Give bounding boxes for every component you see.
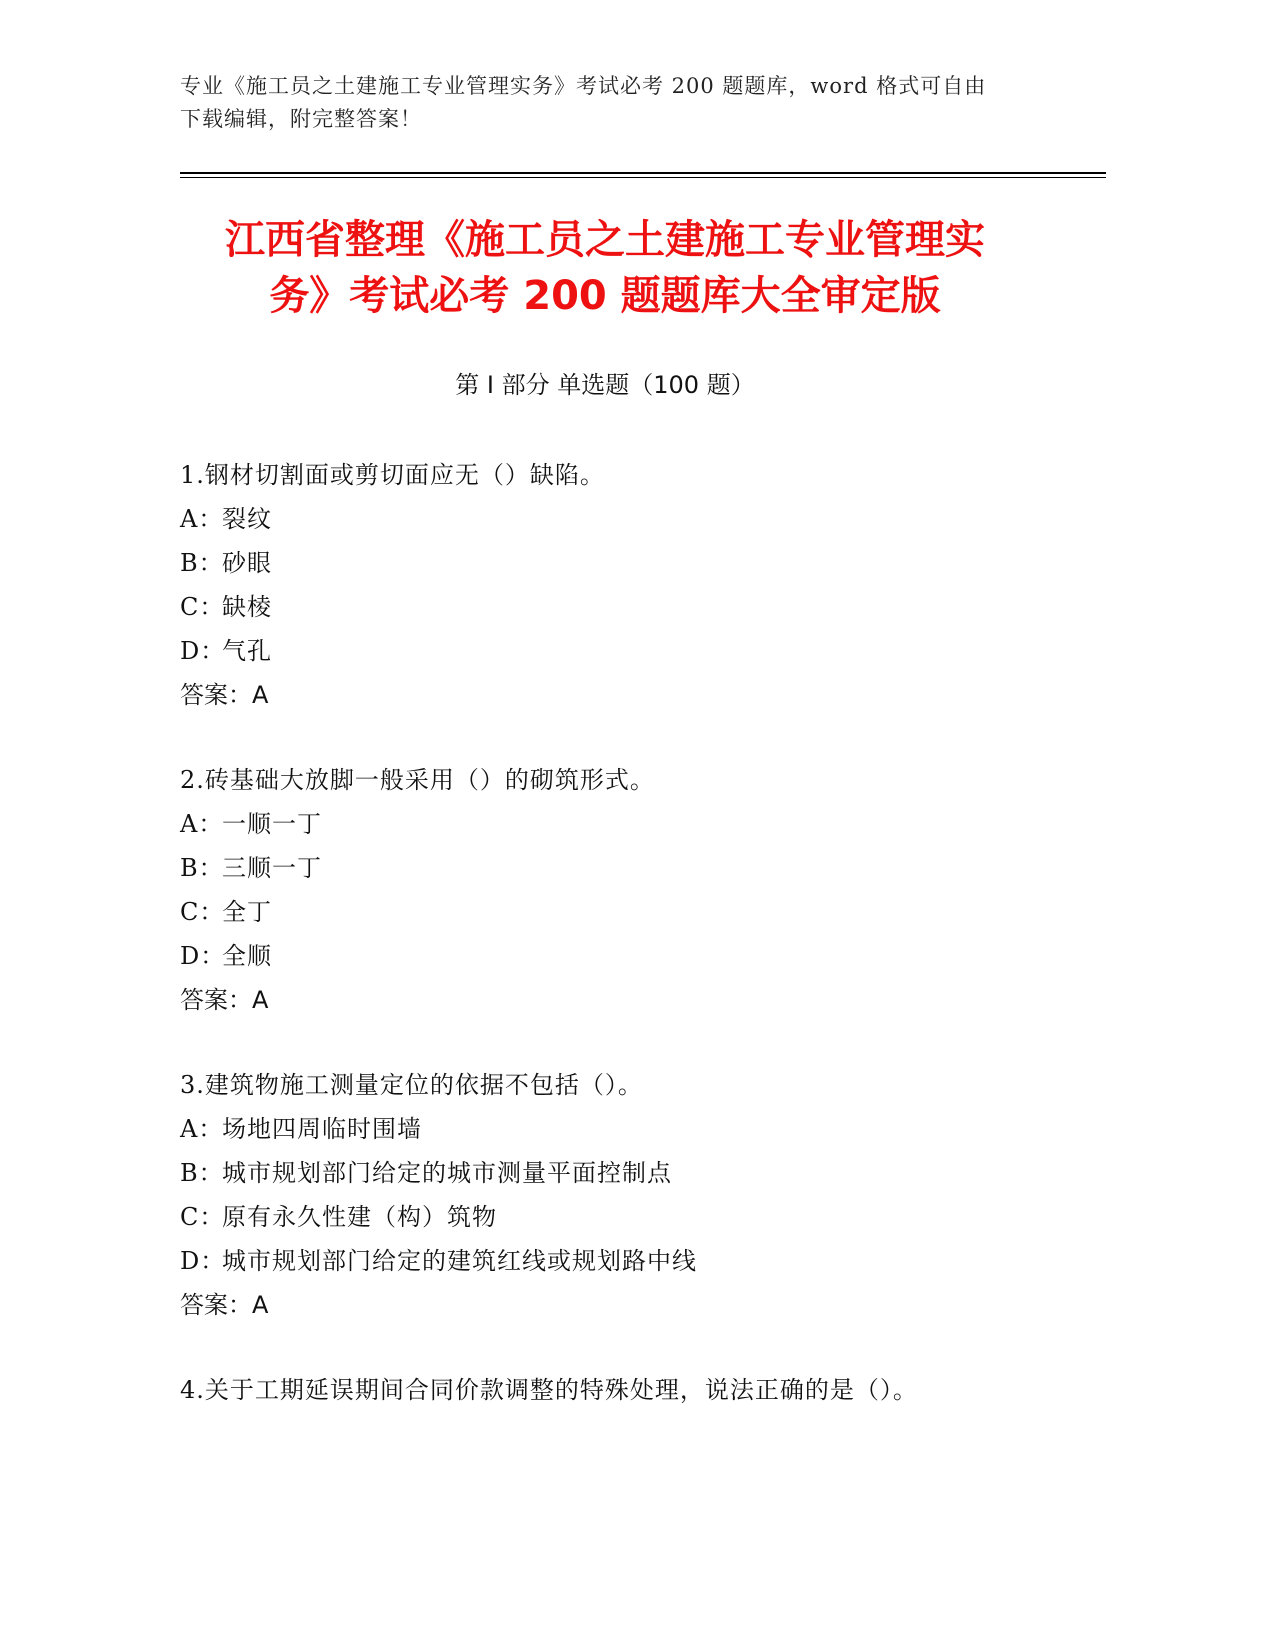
question-4 xyxy=(180,1368,1080,1412)
option-text: 城市规划部门给定的城市测量平面控制点 xyxy=(222,1159,672,1187)
option-key: B： xyxy=(180,549,224,577)
option-a xyxy=(180,802,1080,846)
option-text: 城市规划部门给定的建筑红线或规划路中线 xyxy=(222,1247,697,1275)
header-note-line-2: 下载编辑，附完整答案！ xyxy=(180,107,422,131)
option-b xyxy=(180,846,1080,890)
option-text: 裂纹 xyxy=(222,505,272,533)
option-a xyxy=(180,1107,1080,1151)
option-text: 三顺一丁 xyxy=(222,854,322,882)
option-key: B： xyxy=(180,854,224,882)
header-divider-thick xyxy=(180,172,1106,174)
question-stem: 4.关于工期延误期间合同价款调整的特殊处理，说法正确的是（）。 xyxy=(180,1376,918,1404)
option-key: A： xyxy=(180,810,224,838)
answer-line: 答案：A xyxy=(180,681,269,709)
question-3 xyxy=(180,1063,1080,1327)
header-note-line-1: 专业《施工员之土建施工专业管理实务》考试必考 200 题题库，word 格式可自由 xyxy=(180,74,987,98)
header-note xyxy=(180,70,1060,136)
document-title-line-1: 江西省整理《施工员之土建施工专业管理实 xyxy=(225,217,985,263)
option-a xyxy=(180,497,1080,541)
option-key: C： xyxy=(180,1203,225,1231)
question-2 xyxy=(180,758,1080,1022)
answer-line: 答案：A xyxy=(180,986,269,1014)
option-key: D： xyxy=(180,1247,226,1275)
option-text: 缺棱 xyxy=(222,593,272,621)
option-key: D： xyxy=(180,942,226,970)
option-c xyxy=(180,890,1080,934)
option-text: 砂眼 xyxy=(222,549,272,577)
option-d xyxy=(180,934,1080,978)
option-d xyxy=(180,629,1080,673)
option-text: 一顺一丁 xyxy=(222,810,322,838)
option-b xyxy=(180,541,1080,585)
question-stem: 2.砖基础大放脚一般采用（）的砌筑形式。 xyxy=(180,766,655,794)
option-b xyxy=(180,1151,1080,1195)
option-key: C： xyxy=(180,593,225,621)
question-stem: 3.建筑物施工测量定位的依据不包括（）。 xyxy=(180,1071,643,1099)
option-key: D： xyxy=(180,637,226,665)
option-key: A： xyxy=(180,1115,224,1143)
question-stem: 1.钢材切割面或剪切面应无（）缺陷。 xyxy=(180,461,605,489)
option-text: 全丁 xyxy=(222,898,272,926)
header-divider-thin xyxy=(180,177,1106,178)
option-text: 场地四周临时围墙 xyxy=(222,1115,422,1143)
question-1 xyxy=(180,453,1080,717)
document-title xyxy=(150,212,1060,324)
option-c xyxy=(180,1195,1080,1239)
option-key: A： xyxy=(180,505,224,533)
document-title-line-2: 务》考试必考 200 题题库大全审定版 xyxy=(269,273,941,319)
option-c xyxy=(180,585,1080,629)
section-title: 第 I 部分 单选题（100 题） xyxy=(455,371,755,399)
answer-line: 答案：A xyxy=(180,1291,269,1319)
option-d xyxy=(180,1239,1080,1283)
option-text: 气孔 xyxy=(222,637,272,665)
option-text: 全顺 xyxy=(222,942,272,970)
option-text: 原有永久性建（构）筑物 xyxy=(222,1203,497,1231)
option-key: B： xyxy=(180,1159,224,1187)
option-key: C： xyxy=(180,898,225,926)
